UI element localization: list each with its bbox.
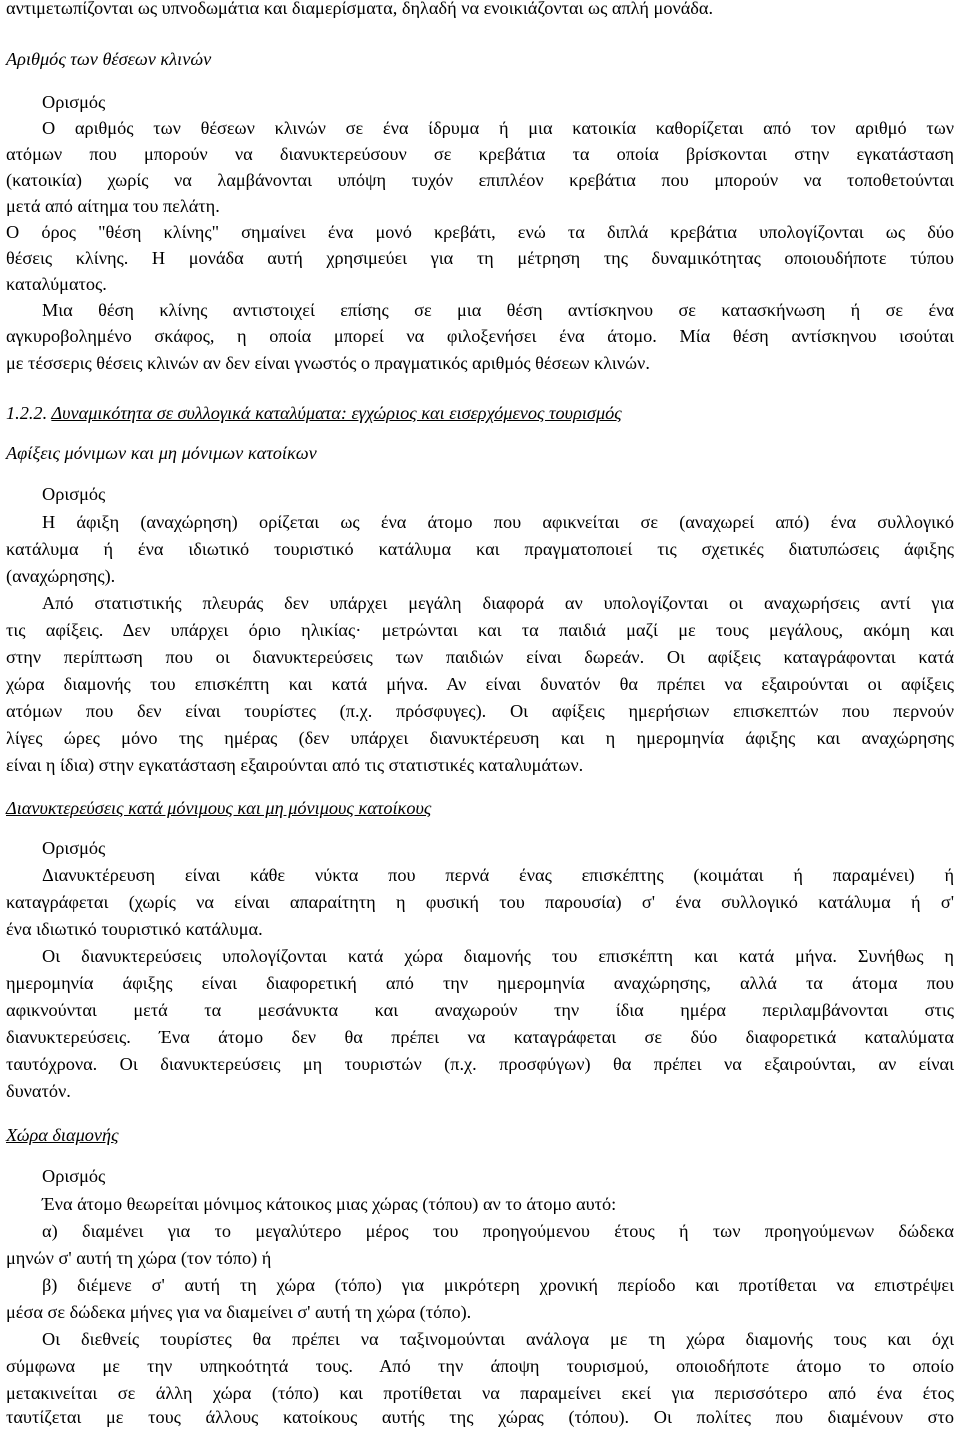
text-line: χώρα διαμονής του επισκέπτη και κατά μήνα. Αν είναι δυνατόν θα πρέπει να εξαιρούνται οι αφίξεις	[6, 674, 954, 694]
text-line: ένα ιδιωτικό τουριστικό κατάλυμα.	[6, 919, 263, 939]
text-line: Ο αριθμός των θέσεων κλινών σε ένα ίδρυμα ή μια κατοικία καθορίζεται από τον αριθμό των	[42, 118, 954, 138]
text-line: β) διέμενε σ' αυτή τη χώρα (τόπο) για μικρότερη χρονική περίοδο και προτίθεται να επιστρέψει	[42, 1275, 954, 1295]
text-line: Η άφιξη (αναχώρηση) ορίζεται ως ένα άτομο που αφικνείται σε (αναχωρεί από) ένα συλλογικό	[42, 512, 954, 532]
text-line: καταλύματος.	[6, 274, 107, 294]
text-line: ημερομηνία άφιξης είναι διαφορετική από την ημερομηνία αναχώρησης, αλλά τα άτομα που	[6, 973, 954, 993]
underlined-heading-text: Διανυκτερεύσεις κατά μόνιμους και μη μόνιμους κατοίκους	[6, 798, 432, 818]
text-line: Οι διανυκτερεύσεις υπολογίζονται κατά χώρα διαμονής του επισκέπτη και κατά μήνα. Συνήθως η	[42, 946, 954, 966]
text-line: τις αφίξεις. Δεν υπάρχει όριο ηλικίας· μετρώνται και τα παιδιά μαζί με τους μεγάλους, ακόμη και	[6, 620, 954, 640]
text-line: αφικνούνται μετά τα μεσάνυκτα και αναχωρούν την ίδια ημέρα περιλαμβάνονται στις	[6, 1000, 954, 1020]
underlined-heading-text: Δυναμικότητα σε συλλογικά καταλύματα: εγχώριος και εισερχόμενος τουρισμός	[51, 403, 622, 423]
text-line: θέσεις κλίνης. Η μονάδα αυτή χρησιμεύει για τη μέτρηση της δυναμικότητας οποιουδήποτε τύπου	[6, 248, 954, 268]
text-line: μετακινείται σε άλλη χώρα (τόπο) και προτίθεται να παραμείνει εκεί για περισσότερο από ένα έτος	[6, 1383, 954, 1403]
text-line: διανυκτερεύσεις. Ένα άτομο δεν θα πρέπει να καταγράφεται σε δύο διαφορετικά καταλύματα	[6, 1027, 954, 1047]
text-line: Οι διεθνείς τουρίστες θα πρέπει να ταξινομούνται ανάλογα με τη χώρα διαμονής τους και όχι	[42, 1329, 954, 1349]
text-line: είναι η ίδια) στην εγκατάσταση εξαιρούνται από τις στατιστικές καταλυμάτων.	[6, 755, 584, 775]
text-line: ταυτίζεται με τους άλλους κατοίκους αυτής της χώρας (τόπου). Οι πολίτες που διαμένουν στο	[6, 1407, 954, 1427]
text-line: σύμφωνα με την υπηκοότητά τους. Από την άποψη τουρισμού, οποιοδήποτε άτομο το οποίο	[6, 1356, 954, 1376]
text-line: Ένα άτομο θεωρείται μόνιμος κάτοικος μιας χώρας (τόπου) αν το άτομο αυτό:	[42, 1194, 617, 1214]
text-line: (αναχώρησης).	[6, 566, 116, 586]
subheading-bed-places: Αριθμός των θέσεων κλινών	[6, 49, 212, 69]
underlined-heading-text: Χώρα διαμονής	[6, 1125, 119, 1145]
text-line: Μια θέση κλίνης αντιστοιχεί επίσης σε μια θέση αντίσκηνου σε κατασκήνωση ή σε ένα	[42, 300, 954, 320]
text-line: λίγες ώρες μόνο της ημέρας (δεν υπάρχει διανυκτέρευση και η ημερομηνία άφιξης και αναχώρησης	[6, 728, 954, 748]
subheading-overnight-stays	[6, 795, 954, 821]
text-line: Από στατιστικής πλευράς δεν υπάρχει μεγάλη διαφορά αν υπολογίζονται οι αναχωρήσεις αντί για	[42, 593, 954, 613]
definition-label: Ορισμός	[42, 92, 106, 112]
text-line: Διανυκτέρευση είναι κάθε νύκτα που περνά ένας επισκέπτης (κοιμάται ή παραμένει) ή	[42, 865, 954, 885]
text-line: αντιμετωπίζονται ως υπνοδωμάτια και διαμερίσματα, δηλαδή να ενοικιάζονται ως απλή μονάδα.	[6, 0, 714, 18]
text-line: ταυτόχρονα. Οι διανυκτερεύσεις μη τουριστών (π.χ. προσφύγων) θα πρέπει να εξαιρούνται, αν είναι	[6, 1054, 954, 1074]
definition-label: Ορισμός	[42, 484, 106, 504]
section-heading-1-2-2: 1.2.2. Δυναμικότητα σε συλλογικά καταλύματα: εγχώριος και εισερχόμενος τουρισμός	[6, 403, 622, 423]
definition-label: Ορισμός	[42, 1166, 106, 1186]
text-line: ατόμων που δεν είναι τουρίστες (π.χ. πρόσφυγες). Οι αφίξεις ημερήσιων επισκεπτών που περνούν	[6, 701, 954, 721]
definition-label: Ορισμός	[42, 838, 106, 858]
text-line: (κατοικία) χωρίς να λαμβάνονται υπόψη τυχόν επιπλέον κρεβάτια που μπορούν να τοποθετούνται	[6, 170, 954, 190]
text-line: μηνών σ' αυτή τη χώρα (τον τόπο) ή	[6, 1248, 272, 1268]
text-line: κατάλυμα ή ένα ιδιωτικό τουριστικό κατάλυμα και πραγματοποιεί τις σχετικές διατυπώσεις άφιξης	[6, 539, 954, 559]
text-line: Ο όρος "θέση κλίνης" σημαίνει ένα μονό κρεβάτι, ενώ τα διπλά κρεβάτια υπολογίζονται ως δύο	[6, 222, 954, 242]
text-line: ατόμων που μπορούν να διανυκτερεύσουν σε κρεβάτια τα οποία βρίσκονται στην εγκατάσταση	[6, 144, 954, 164]
text-line: δυνατόν.	[6, 1081, 71, 1101]
subheading-arrivals: Αφίξεις μόνιμων και μη μόνιμων κατοίκων	[6, 443, 317, 463]
subheading-country-of-residence	[6, 1122, 954, 1148]
text-line: στην περίπτωση που οι διανυκτερεύσεις των παιδιών είναι δωρεάν. Οι αφίξεις καταγράφονται κατά	[6, 647, 954, 667]
text-line: μέσα σε δώδεκα μήνες για να διαμείνει σ' αυτή τη χώρα (τόπο).	[6, 1302, 472, 1322]
text-line: μετά από αίτημα του πελάτη.	[6, 196, 220, 216]
text-line: καταγράφεται (χωρίς να είναι απαραίτητη η φυσική του παρουσία) σ' ένα συλλογικό κατάλυμα ή σ'	[6, 892, 954, 912]
text-line: με τέσσερις θέσεις κλινών αν δεν είναι γνωστός ο πραγματικός αριθμός θέσεων κλινών.	[6, 353, 650, 373]
text-line: α) διαμένει για το μεγαλύτερο μέρος του προηγούμενου έτους ή των προηγούμενων δώδεκα	[42, 1221, 954, 1241]
text-line: αγκυροβολημένο σκάφος, η οποία μπορεί να φιλοξενήσει ένα άτομο. Μία θέση αντίσκηνου ισούται	[6, 326, 954, 346]
